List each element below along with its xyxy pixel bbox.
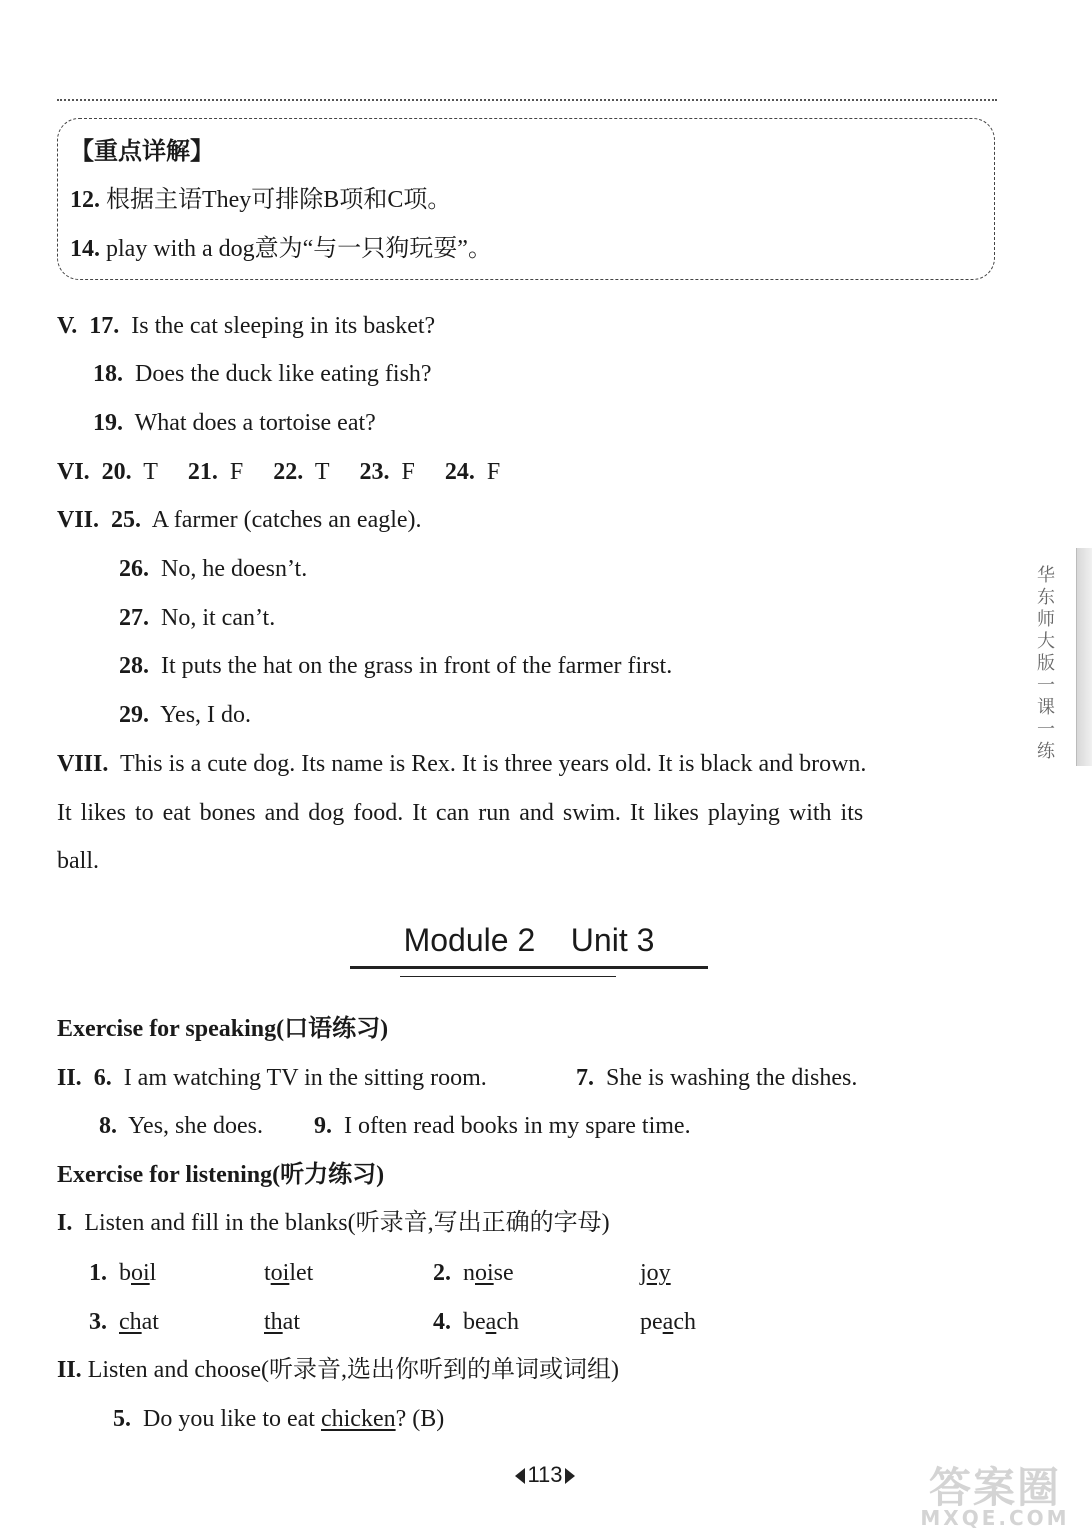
- triangle-left-icon: [515, 1468, 525, 1484]
- triangle-right-icon: [565, 1468, 575, 1484]
- watermark-url: MXQE.COM: [920, 1506, 1070, 1530]
- answer-line: V. 17. Is the cat sleeping in its basket?: [57, 313, 436, 339]
- blank-word: that: [264, 1309, 300, 1335]
- side-tab-text: 华东师大版一课一练: [1035, 565, 1055, 763]
- answer-line: 28. It puts the hat on the grass in front of the farmer first.: [119, 653, 673, 679]
- answer-line: 29. Yes, I do.: [119, 702, 252, 728]
- blank-word: peach: [640, 1309, 696, 1335]
- answer-line: VI. 20. T 21. F 22. T 23. F 24. F: [57, 459, 501, 485]
- answer-line: 26. No, he doesn’t.: [119, 556, 308, 582]
- blank-word: joy: [640, 1260, 671, 1286]
- essay-line: It likes to eat bones and dog food. It can run and swim. It likes playing with its: [57, 800, 864, 826]
- answer-line: II. 6. I am watching TV in the sitting room.: [57, 1065, 487, 1091]
- blank-word: 4. beach: [433, 1309, 519, 1335]
- page-number: 113: [480, 1462, 610, 1488]
- answer-line: 9. I often read books in my spare time.: [314, 1113, 691, 1139]
- answer-line: 18. Does the duck like eating fish?: [93, 361, 432, 387]
- answer-line: 27. No, it can’t.: [119, 605, 276, 631]
- keypoint-item: 14. play with a dog意为“与一只狗玩耍”。: [70, 236, 492, 262]
- blank-word: 2. noise: [433, 1260, 514, 1286]
- answer-line: 8. Yes, she does.: [99, 1113, 264, 1139]
- module-title: Module 2 Unit 3: [403, 922, 655, 958]
- top-dotted-rule: [57, 99, 997, 101]
- essay-line: VIII. This is a cute dog. Its name is Rex. It is three years old. It is black and brown.: [57, 751, 867, 777]
- watermark-logo: 答案圈: [928, 1463, 1061, 1512]
- answer-line: 5. Do you like to eat chicken? (B): [113, 1406, 445, 1432]
- module-rule-thin: [400, 976, 616, 977]
- instruction-line: II. Listen and choose(听录音,选出你听到的单词或词组): [57, 1357, 619, 1383]
- instruction-line: I. Listen and fill in the blanks(听录音,写出正确的字母): [57, 1210, 610, 1236]
- blank-word: toilet: [264, 1260, 314, 1286]
- side-tab: [1076, 548, 1092, 766]
- answer-line: 19. What does a tortoise eat?: [93, 410, 376, 436]
- blank-word: 1. boil: [89, 1260, 157, 1286]
- watermark: [900, 1463, 1090, 1534]
- speaking-heading: Exercise for speaking(口语练习): [57, 1016, 389, 1042]
- listening-heading: Exercise for listening(听力练习): [57, 1162, 385, 1188]
- keypoints-title: 【重点详解】: [70, 139, 214, 165]
- answer-line: 7. She is washing the dishes.: [576, 1065, 858, 1091]
- blank-word: 3. chat: [89, 1309, 159, 1335]
- keypoint-item: 12. 根据主语They可排除B项和C项。: [70, 187, 452, 213]
- module-rule: [350, 966, 708, 969]
- essay-line: ball.: [57, 848, 99, 874]
- answer-line: VII. 25. A farmer (catches an eagle).: [57, 507, 422, 533]
